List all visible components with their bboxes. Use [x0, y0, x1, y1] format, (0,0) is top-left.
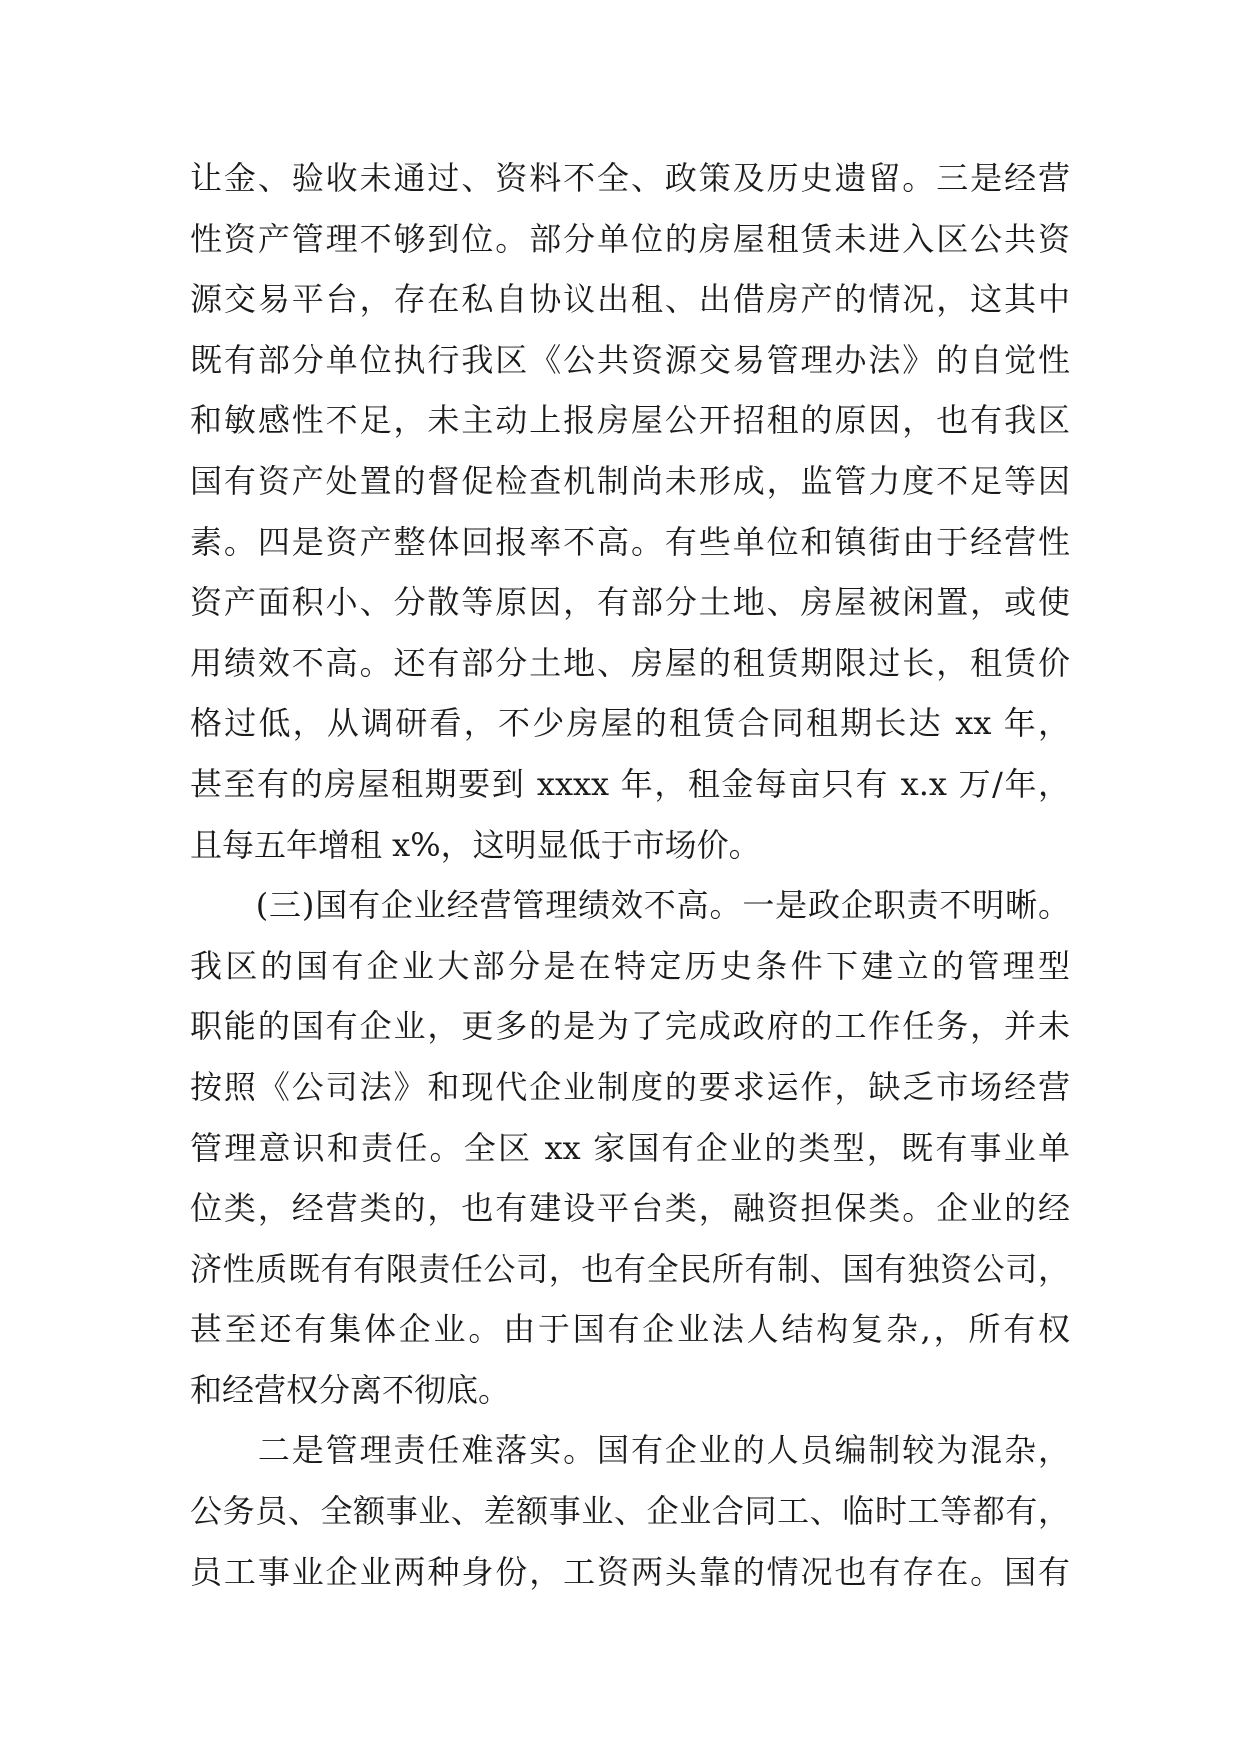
body-text — [190, 148, 1070, 1602]
text-line: 性资产管理不够到位。部分单位的房屋租赁未进入区公共资 — [190, 219, 1070, 258]
text-line: 位类，经营类的，也有建设平台类，融资担保类。企业的经 — [190, 1189, 1070, 1228]
text-line: 国有资产处置的督促检查机制尚未形成，监管力度不足等因 — [190, 461, 1070, 500]
text-line: 公务员、全额事业、差额事业、企业合同工、临时工等都有， — [190, 1492, 1070, 1531]
text-line: 管理意识和责任。全区 xx 家国有企业的类型，既有事业单 — [190, 1128, 1070, 1167]
text-line: 让金、验收未通过、资料不全、政策及历史遗留。三是经营 — [190, 159, 1070, 197]
paragraph-start-line: 二是管理责任难落实。国有企业的人员编制较为混杂， — [190, 1431, 1070, 1470]
text-line: 素。四是资产整体回报率不高。有些单位和镇街由于经营性 — [190, 522, 1070, 561]
text-line: 我区的国有企业大部分是在特定历史条件下建立的管理型 — [190, 946, 1070, 985]
text-line: 用绩效不高。还有部分土地、房屋的租赁期限过长，租赁价 — [190, 643, 1070, 682]
text-line: 甚至有的房屋租期要到 xxxx 年，租金每亩只有 x.x 万/年， — [190, 764, 1070, 803]
text-line: 格过低，从调研看，不少房屋的租赁合同租期长达 xx 年， — [190, 704, 1070, 743]
text-line: 员工事业企业两种身份，工资两头靠的情况也有存在。国有 — [190, 1552, 1070, 1591]
text-line: 源交易平台，存在私自协议出租、出借房产的情况，这其中 — [190, 280, 1070, 319]
text-line: 按照《公司法》和现代企业制度的要求运作，缺乏市场经营 — [190, 1067, 1070, 1106]
text-line: 和敏感性不足，未主动上报房屋公开招租的原因，也有我区 — [190, 401, 1070, 440]
paragraph-end-line: 且每五年增租 x%，这明显低于市场价。 — [190, 825, 761, 864]
text-line: 甚至还有集体企业。由于国有企业法人结构复杂,，所有权 — [190, 1310, 1070, 1349]
section-heading-line: (三)国有企业经营管理绩效不高。一是政企职责不明晰。 — [190, 886, 1070, 925]
text-line: 济性质既有有限责任公司，也有全民所有制、国有独资公司， — [190, 1249, 1070, 1288]
text-line: 既有部分单位执行我区《公共资源交易管理办法》的自觉性 — [190, 340, 1070, 379]
text-line: 资产面积小、分散等原因，有部分土地、房屋被闲置，或使 — [190, 583, 1070, 622]
text-line: 职能的国有企业，更多的是为了完成政府的工作任务，并未 — [190, 1007, 1070, 1046]
paragraph-end-line: 和经营权分离不彻底。 — [190, 1370, 511, 1409]
